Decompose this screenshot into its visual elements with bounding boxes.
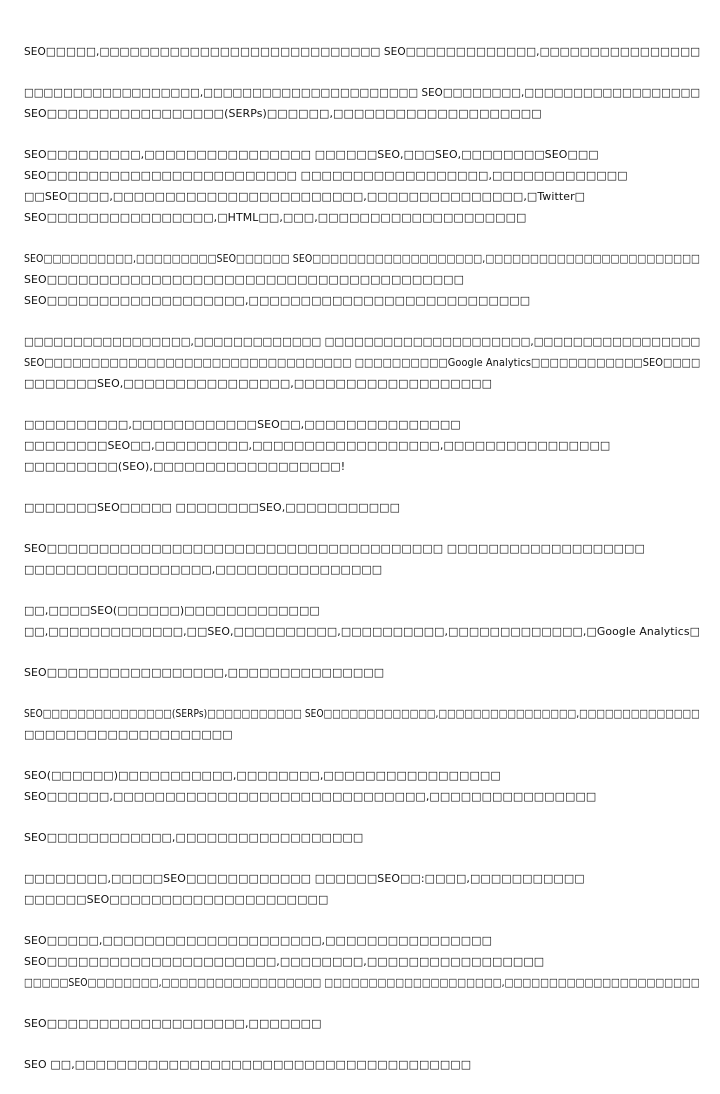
paragraph — [24, 599, 704, 641]
text-line: SEO □□,□□□□□□□□□□□□□□□□□□□□□□□□□□□□□□□□□□□□□□ — [24, 1058, 472, 1071]
text-line: SEO□□□□□□□□□,□□□□□□□□□□□□□□□□ □□□□□□SEO,□□□SEO,□□□□□□□□SEO□□□ — [24, 148, 599, 161]
text-line: □□,□□□□□□□□□□□□□,□□SEO,□□□□□□□□□□,□□□□□□□□□□,□□□□□□□□□□□□□,□Google Analytics□ — [24, 625, 700, 638]
text-line: SEO□□□□□□□□□□□□□□□□□,□□□□□□□□□□□□□□□ — [24, 666, 385, 679]
text-line: SEO□□□□□□□□□□□□□□□□□□□□□□,□□□□□□□□,□□□□□□□□□□□□□□□□□ — [24, 955, 545, 968]
text-line: SEO□□□□□□□□□□□□□□□□□(SERPs)□□□□□□,□□□□□□□□□□□□□□□□□□□□ — [24, 107, 542, 120]
text-line: □□□□□□□□□□□□□□□□□□,□□□□□□□□□□□□□□□□□□□□□□ SEO□□□□□□□□,□□□□□□□□□□□□□□□□□□ — [24, 86, 701, 99]
text-line: SEO(□□□□□□)□□□□□□□□□□□,□□□□□□□□,□□□□□□□□□□□□□□□□□ — [24, 769, 501, 782]
text-line: SEO□□□□□,□□□□□□□□□□□□□□□□□□□□□,□□□□□□□□□□□□□□□□ — [24, 934, 493, 947]
text-line: □□□□□□□□SEO□□,□□□□□□□□□,□□□□□□□□□□□□□□□□□□,□□□□□□□□□□□□□□□□ — [24, 439, 611, 452]
paragraph — [24, 764, 704, 806]
paragraph — [24, 413, 704, 476]
paragraph — [24, 1012, 704, 1033]
text-line: SEO□□□□□□□□□□□□□□□□□□□□□□□□□□□□□□□□□□□□□□□□ — [24, 273, 465, 286]
paragraph — [24, 81, 704, 123]
text-line: □□,□□□□SEO(□□□□□□)□□□□□□□□□□□□□ — [24, 604, 320, 617]
paragraph — [24, 702, 704, 744]
text-line: SEO□□□□□□□□□□□□□□□□□□□,□□□□□□□□□□□□□□□□□□□□□□□□□□□ — [24, 294, 531, 307]
text-line: SEO□□□□□□□□□□□□□□□□□□□□□□□□□□□□□□□□□ □□□□□□□□□□Google Analytics□□□□□□□□□□□□SEO□□□□ — [24, 356, 701, 369]
text-line: SEO□□□□□□□□□□,□□□□□□□□□SEO□□□□□□ SEO□□□□□□□□□□□□□□□□□□□,□□□□□□□□□□□□□□□□□□□□□□□□ — [24, 252, 700, 265]
paragraph — [24, 40, 704, 61]
paragraph — [24, 661, 704, 682]
text-line: □□□□□□SEO□□□□□□□□□□□□□□□□□□□□□ — [24, 893, 329, 906]
paragraph — [24, 929, 704, 992]
paragraph — [24, 143, 704, 227]
text-line: □□□□□□□□□□,□□□□□□□□□□□□SEO□□,□□□□□□□□□□□□□□□ — [24, 418, 461, 431]
paragraph — [24, 867, 704, 909]
paragraph — [24, 537, 704, 579]
text-line: SEO□□□□□□□□□□□□□□□(SERPs)□□□□□□□□□□□ SEO□□□□□□□□□□□□□,□□□□□□□□□□□□□□□□,□□□□□□□□□□□□□□ — [24, 707, 700, 720]
text-line: □□□□□□□SEO□□□□□ □□□□□□□□SEO,□□□□□□□□□□□ — [24, 501, 401, 514]
paragraph — [24, 247, 704, 310]
text-line: □□SEO□□□□,□□□□□□□□□□□□□□□□□□□□□□□□,□□□□□□□□□□□□□□□,□Twitter□ — [24, 190, 586, 203]
text-line: □□□□□□□□□□□□□□□□□□□□ — [24, 728, 233, 741]
text-line: SEO□□□□□□□□□□□□□□□□□□□,□□□□□□□ — [24, 1017, 322, 1030]
text-line: SEO□□□□□□□□□□□□,□□□□□□□□□□□□□□□□□□ — [24, 831, 364, 844]
text-line: □□□□□□□□□□□□□□□□□,□□□□□□□□□□□□□ □□□□□□□□□□□□□□□□□□□□□,□□□□□□□□□□□□□□□□□ — [24, 335, 701, 348]
text-line: SEO□□□□□□□□□□□□□□□□□□□□□□□□□□□□□□□□□□□□□□ □□□□□□□□□□□□□□□□□□□ — [24, 542, 645, 555]
paragraph — [24, 330, 704, 393]
text-line: SEO□□□□□□□□□□□□□□□□□□□□□□□□ □□□□□□□□□□□□□□□□□□,□□□□□□□□□□□□□ — [24, 169, 628, 182]
text-line: □□□□□SEO□□□□□□□□,□□□□□□□□□□□□□□□□□□ □□□□□□□□□□□□□□□□□□□□,□□□□□□□□□□□□□□□□□□□□□□ — [24, 976, 700, 989]
text-line: □□□□□□□□□□□□□□□□□□,□□□□□□□□□□□□□□□□ — [24, 563, 383, 576]
text-line: SEO□□□□□□,□□□□□□□□□□□□□□□□□□□□□□□□□□□□□□,□□□□□□□□□□□□□□□□ — [24, 790, 597, 803]
document-body — [24, 40, 704, 1094]
paragraph — [24, 1053, 704, 1074]
paragraph — [24, 496, 704, 517]
text-line: □□□□□□□□,□□□□□SEO□□□□□□□□□□□□ □□□□□□SEO□□:□□□□,□□□□□□□□□□□ — [24, 872, 585, 885]
text-line: SEO□□□□□,□□□□□□□□□□□□□□□□□□□□□□□□□□□□ SEO□□□□□□□□□□□□□,□□□□□□□□□□□□□□□□ — [24, 45, 701, 58]
paragraph — [24, 826, 704, 847]
text-line: □□□□□□□□□(SEO),□□□□□□□□□□□□□□□□□□! — [24, 460, 346, 473]
text-line: □□□□□□□SEO,□□□□□□□□□□□□□□□□,□□□□□□□□□□□□□□□□□□□ — [24, 377, 493, 390]
text-line: SEO□□□□□□□□□□□□□□□□,□HTML□□,□□□,□□□□□□□□□□□□□□□□□□□□ — [24, 211, 527, 224]
